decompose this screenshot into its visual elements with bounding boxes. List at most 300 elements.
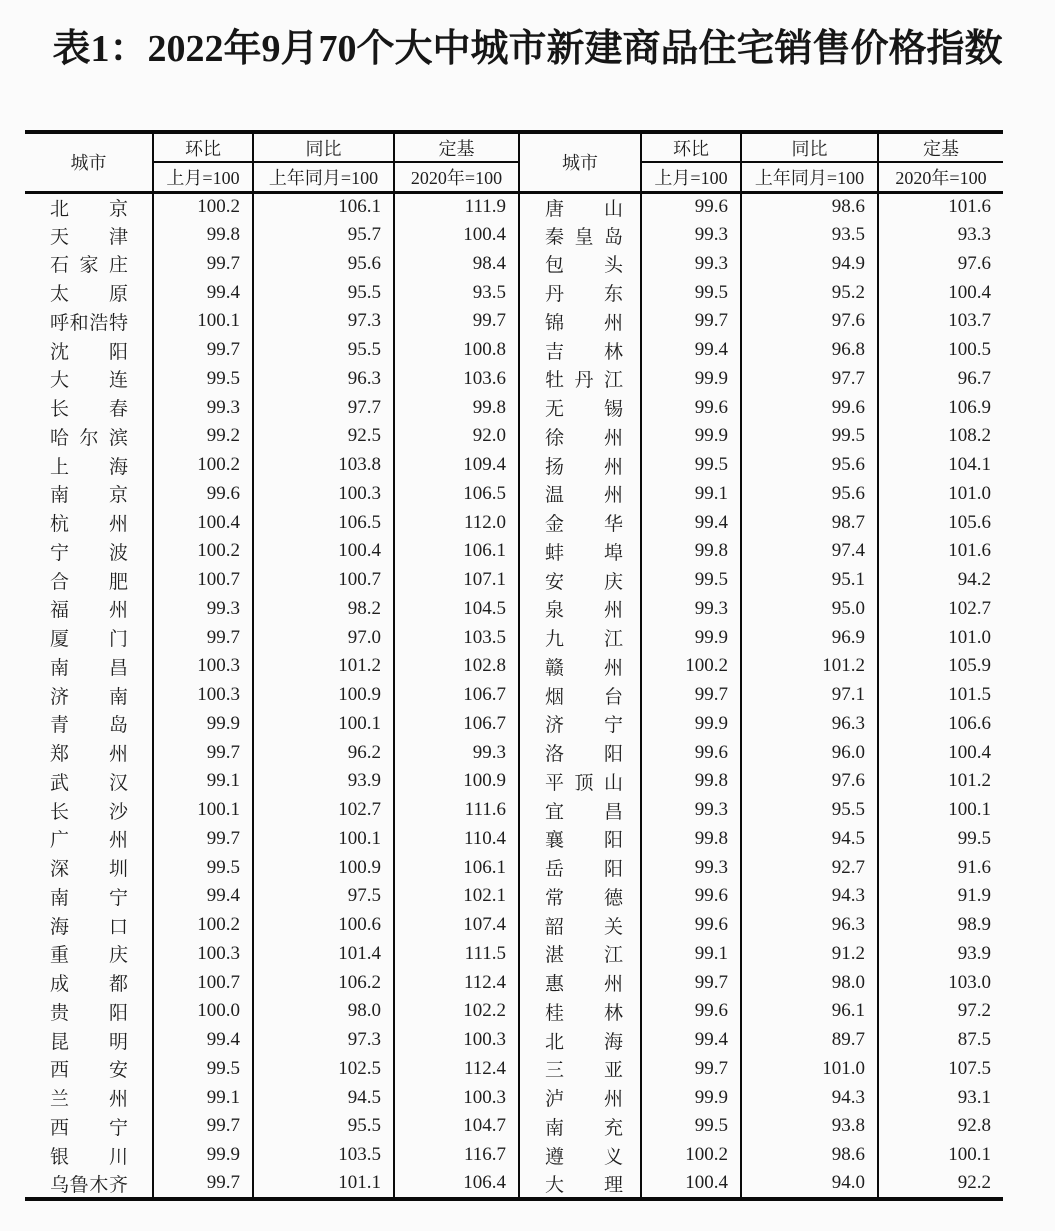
- mom-cell: 99.9: [153, 1141, 253, 1170]
- table-row: [25, 825, 1003, 854]
- mom-cell: 99.5: [641, 566, 741, 595]
- city-name: 安 庆: [545, 571, 623, 593]
- mom-cell: 100.2: [641, 652, 741, 681]
- city-cell: [25, 767, 153, 796]
- city-name: 深 圳: [50, 859, 128, 881]
- yoy-cell: 94.5: [253, 1083, 394, 1112]
- city-name: 成 都: [50, 974, 128, 996]
- city-cell: [25, 365, 153, 394]
- city-cell: [25, 1083, 153, 1112]
- yoy-cell: 89.7: [741, 1026, 878, 1055]
- city-name: 扬 州: [545, 456, 623, 478]
- city-cell: [519, 710, 641, 739]
- base-cell: 111.9: [394, 192, 519, 221]
- table-row: [25, 1112, 1003, 1141]
- city-cell: [25, 940, 153, 969]
- city-name: 九 江: [545, 629, 623, 651]
- mom-cell: 99.3: [641, 853, 741, 882]
- mom-cell: 99.4: [153, 882, 253, 911]
- mom-cell: 99.4: [641, 336, 741, 365]
- base-cell: 93.3: [878, 221, 1003, 250]
- base-cell: 106.9: [878, 393, 1003, 422]
- city-name: 吉 林: [545, 341, 623, 363]
- yoy-cell: 100.9: [253, 681, 394, 710]
- mom-cell: 99.8: [153, 221, 253, 250]
- city-name: 上 海: [50, 456, 128, 478]
- city-name: 蚌 埠: [545, 542, 623, 564]
- base-cell: 101.0: [878, 623, 1003, 652]
- yoy-cell: 96.9: [741, 623, 878, 652]
- city-name: 郑 州: [50, 744, 128, 766]
- yoy-cell: 95.6: [741, 451, 878, 480]
- mom-cell: 100.2: [641, 1141, 741, 1170]
- city-cell: [519, 566, 641, 595]
- city-name: 宁 波: [50, 542, 128, 564]
- base-cell: 99.5: [878, 825, 1003, 854]
- yoy-cell: 100.6: [253, 911, 394, 940]
- base-cell: 100.3: [394, 1083, 519, 1112]
- city-name: 牡 丹 江: [545, 370, 623, 392]
- city-cell: [25, 537, 153, 566]
- mom-cell: 99.7: [641, 1055, 741, 1084]
- table-row: [25, 595, 1003, 624]
- table-row: [25, 1083, 1003, 1112]
- yoy-cell: 97.7: [253, 393, 394, 422]
- city-cell: [25, 422, 153, 451]
- yoy-cell: 98.0: [253, 997, 394, 1026]
- base-cell: 112.0: [394, 508, 519, 537]
- header-base-base-left: 2020年=100: [394, 162, 519, 192]
- city-name: 哈 尔 滨: [50, 427, 128, 449]
- city-name: 海 口: [50, 916, 128, 938]
- base-cell: 101.5: [878, 681, 1003, 710]
- page-title: 表1：2022年9月70个大中城市新建商品住宅销售价格指数: [52, 28, 1003, 70]
- city-cell: [25, 278, 153, 307]
- mom-cell: 100.0: [153, 997, 253, 1026]
- base-cell: 106.5: [394, 480, 519, 509]
- city-name: 泸 州: [545, 1089, 623, 1111]
- yoy-cell: 92.7: [741, 853, 878, 882]
- city-cell: [519, 1055, 641, 1084]
- yoy-cell: 95.6: [253, 250, 394, 279]
- city-name: 襄 阳: [545, 830, 623, 852]
- base-cell: 100.3: [394, 1026, 519, 1055]
- base-cell: 107.5: [878, 1055, 1003, 1084]
- city-name: 大 理: [545, 1174, 623, 1196]
- mom-cell: 99.4: [153, 278, 253, 307]
- table-row: [25, 1026, 1003, 1055]
- mom-cell: 100.2: [153, 911, 253, 940]
- yoy-cell: 98.7: [741, 508, 878, 537]
- mom-cell: 99.9: [153, 710, 253, 739]
- base-cell: 100.1: [878, 1141, 1003, 1170]
- yoy-cell: 97.7: [741, 365, 878, 394]
- table-body: [25, 192, 1003, 1199]
- city-cell: [25, 595, 153, 624]
- table-row: [25, 1141, 1003, 1170]
- city-name: 青 岛: [50, 715, 128, 737]
- base-cell: 103.0: [878, 968, 1003, 997]
- yoy-cell: 95.1: [741, 566, 878, 595]
- yoy-cell: 96.3: [253, 365, 394, 394]
- base-cell: 102.7: [878, 595, 1003, 624]
- mom-cell: 99.7: [153, 623, 253, 652]
- mom-cell: 99.7: [153, 825, 253, 854]
- base-cell: 103.7: [878, 307, 1003, 336]
- city-name: 岳 阳: [545, 859, 623, 881]
- city-name: 呼 和 浩 特: [50, 312, 128, 334]
- yoy-cell: 95.0: [741, 595, 878, 624]
- city-cell: [519, 911, 641, 940]
- city-name: 韶 关: [545, 916, 623, 938]
- base-cell: 99.7: [394, 307, 519, 336]
- base-cell: 109.4: [394, 451, 519, 480]
- header-mom-right: 环比: [641, 132, 741, 162]
- city-cell: [25, 221, 153, 250]
- base-cell: 94.2: [878, 566, 1003, 595]
- header-row-groups: [25, 132, 1003, 162]
- city-cell: [519, 278, 641, 307]
- yoy-cell: 106.1: [253, 192, 394, 221]
- city-cell: [25, 623, 153, 652]
- city-name: 南 宁: [50, 887, 128, 909]
- city-name: 赣 州: [545, 657, 623, 679]
- yoy-cell: 93.5: [741, 221, 878, 250]
- mom-cell: 99.6: [641, 882, 741, 911]
- yoy-cell: 101.2: [253, 652, 394, 681]
- city-cell: [25, 393, 153, 422]
- city-cell: [519, 853, 641, 882]
- base-cell: 106.1: [394, 853, 519, 882]
- yoy-cell: 100.1: [253, 710, 394, 739]
- base-cell: 91.9: [878, 882, 1003, 911]
- city-name: 洛 阳: [545, 744, 623, 766]
- base-cell: 111.6: [394, 796, 519, 825]
- base-cell: 97.6: [878, 250, 1003, 279]
- mom-cell: 99.9: [641, 422, 741, 451]
- city-name: 丹 东: [545, 284, 623, 306]
- city-name: 昆 明: [50, 1031, 128, 1053]
- base-cell: 93.9: [878, 940, 1003, 969]
- city-cell: [25, 1112, 153, 1141]
- base-cell: 100.9: [394, 767, 519, 796]
- yoy-cell: 95.2: [741, 278, 878, 307]
- table-row: [25, 365, 1003, 394]
- yoy-cell: 97.6: [741, 307, 878, 336]
- city-cell: [519, 537, 641, 566]
- city-name: 徐 州: [545, 427, 623, 449]
- mom-cell: 99.3: [153, 393, 253, 422]
- mom-cell: 99.4: [641, 508, 741, 537]
- city-name: 烟 台: [545, 686, 623, 708]
- city-cell: [519, 882, 641, 911]
- base-cell: 104.5: [394, 595, 519, 624]
- city-cell: [25, 508, 153, 537]
- city-name: 温 州: [545, 485, 623, 507]
- mom-cell: 100.2: [153, 192, 253, 221]
- header-mom-base-left: 上月=100: [153, 162, 253, 192]
- city-cell: [519, 652, 641, 681]
- yoy-cell: 103.8: [253, 451, 394, 480]
- city-name: 重 庆: [50, 945, 128, 967]
- table-row: [25, 480, 1003, 509]
- table-row: [25, 336, 1003, 365]
- yoy-cell: 93.9: [253, 767, 394, 796]
- yoy-cell: 97.0: [253, 623, 394, 652]
- yoy-cell: 106.2: [253, 968, 394, 997]
- city-name: 济 南: [50, 686, 128, 708]
- base-cell: 91.6: [878, 853, 1003, 882]
- base-cell: 104.7: [394, 1112, 519, 1141]
- city-cell: [519, 1141, 641, 1170]
- mom-cell: 99.6: [641, 192, 741, 221]
- city-cell: [519, 796, 641, 825]
- table-row: [25, 767, 1003, 796]
- yoy-cell: 92.5: [253, 422, 394, 451]
- yoy-cell: 95.6: [741, 480, 878, 509]
- header-mom-base-right: 上月=100: [641, 162, 741, 192]
- city-name: 唐 山: [545, 198, 623, 220]
- city-name: 无 锡: [545, 399, 623, 421]
- mom-cell: 100.1: [153, 307, 253, 336]
- yoy-cell: 96.2: [253, 738, 394, 767]
- city-name: 包 头: [545, 255, 623, 277]
- base-cell: 97.2: [878, 997, 1003, 1026]
- base-cell: 106.7: [394, 710, 519, 739]
- mom-cell: 99.3: [641, 595, 741, 624]
- base-cell: 112.4: [394, 968, 519, 997]
- city-name: 武 汉: [50, 772, 128, 794]
- city-name: 长 沙: [50, 801, 128, 823]
- mom-cell: 99.2: [153, 422, 253, 451]
- city-name: 乌 鲁 木 齐: [50, 1174, 128, 1196]
- base-cell: 93.1: [878, 1083, 1003, 1112]
- mom-cell: 99.3: [641, 796, 741, 825]
- mom-cell: 99.5: [153, 853, 253, 882]
- city-cell: [25, 652, 153, 681]
- base-cell: 99.8: [394, 393, 519, 422]
- mom-cell: 99.3: [153, 595, 253, 624]
- city-cell: [519, 997, 641, 1026]
- base-cell: 87.5: [878, 1026, 1003, 1055]
- city-name: 济 宁: [545, 715, 623, 737]
- city-cell: [519, 1170, 641, 1199]
- city-name: 广 州: [50, 830, 128, 852]
- city-name: 厦 门: [50, 629, 128, 651]
- header-base-right: 定基: [878, 132, 1003, 162]
- mom-cell: 100.7: [153, 566, 253, 595]
- base-cell: 92.8: [878, 1112, 1003, 1141]
- table-row: [25, 422, 1003, 451]
- yoy-cell: 99.6: [741, 393, 878, 422]
- city-name: 三 亚: [545, 1060, 623, 1082]
- base-cell: 106.6: [878, 710, 1003, 739]
- base-cell: 102.2: [394, 997, 519, 1026]
- mom-cell: 99.7: [153, 336, 253, 365]
- city-cell: [519, 508, 641, 537]
- mom-cell: 99.1: [153, 1083, 253, 1112]
- table-row: [25, 451, 1003, 480]
- city-name: 南 充: [545, 1117, 623, 1139]
- yoy-cell: 102.7: [253, 796, 394, 825]
- base-cell: 106.4: [394, 1170, 519, 1199]
- mom-cell: 99.4: [153, 1026, 253, 1055]
- city-name: 合 肥: [50, 571, 128, 593]
- city-name: 北 京: [50, 198, 128, 220]
- mom-cell: 99.6: [641, 393, 741, 422]
- base-cell: 116.7: [394, 1141, 519, 1170]
- mom-cell: 99.7: [153, 250, 253, 279]
- city-cell: [25, 566, 153, 595]
- city-name: 南 昌: [50, 657, 128, 679]
- yoy-cell: 97.1: [741, 681, 878, 710]
- yoy-cell: 101.4: [253, 940, 394, 969]
- city-name: 兰 州: [50, 1089, 128, 1111]
- table-row: [25, 307, 1003, 336]
- city-name: 沈 阳: [50, 341, 128, 363]
- header-yoy-base-right: 上年同月=100: [741, 162, 878, 192]
- yoy-cell: 95.5: [253, 1112, 394, 1141]
- city-name: 西 宁: [50, 1117, 128, 1139]
- city-name: 福 州: [50, 600, 128, 622]
- header-mom-left: 环比: [153, 132, 253, 162]
- mom-cell: 99.9: [641, 710, 741, 739]
- yoy-cell: 103.5: [253, 1141, 394, 1170]
- city-name: 锦 州: [545, 312, 623, 334]
- city-name: 天 津: [50, 226, 128, 248]
- city-cell: [25, 1026, 153, 1055]
- city-name: 大 连: [50, 370, 128, 392]
- city-name: 遵 义: [545, 1146, 623, 1168]
- yoy-cell: 98.0: [741, 968, 878, 997]
- base-cell: 96.7: [878, 365, 1003, 394]
- yoy-cell: 95.5: [253, 336, 394, 365]
- city-cell: [25, 250, 153, 279]
- base-cell: 101.6: [878, 192, 1003, 221]
- city-name: 杭 州: [50, 514, 128, 536]
- city-cell: [25, 1055, 153, 1084]
- city-cell: [519, 451, 641, 480]
- header-base-base-right: 2020年=100: [878, 162, 1003, 192]
- mom-cell: 99.7: [153, 1170, 253, 1199]
- yoy-cell: 94.9: [741, 250, 878, 279]
- city-cell: [519, 221, 641, 250]
- base-cell: 93.5: [394, 278, 519, 307]
- table-row: [25, 537, 1003, 566]
- city-cell: [25, 853, 153, 882]
- city-cell: [25, 825, 153, 854]
- city-cell: [25, 192, 153, 221]
- city-name: 常 德: [545, 887, 623, 909]
- city-cell: [519, 1026, 641, 1055]
- city-cell: [519, 422, 641, 451]
- city-cell: [519, 968, 641, 997]
- city-cell: [25, 681, 153, 710]
- header-city-left: 城市: [25, 132, 153, 192]
- base-cell: 106.1: [394, 537, 519, 566]
- table-row: [25, 278, 1003, 307]
- table-row: [25, 882, 1003, 911]
- base-cell: 101.2: [878, 767, 1003, 796]
- mom-cell: 99.5: [641, 278, 741, 307]
- table-row: [25, 623, 1003, 652]
- mom-cell: 99.1: [641, 940, 741, 969]
- mom-cell: 99.4: [641, 1026, 741, 1055]
- mom-cell: 99.6: [641, 738, 741, 767]
- table-row: [25, 940, 1003, 969]
- base-cell: 103.6: [394, 365, 519, 394]
- header-yoy-base-left: 上年同月=100: [253, 162, 394, 192]
- mom-cell: 99.8: [641, 537, 741, 566]
- table-row: [25, 681, 1003, 710]
- mom-cell: 99.5: [153, 1055, 253, 1084]
- city-name: 长 春: [50, 399, 128, 421]
- base-cell: 100.5: [878, 336, 1003, 365]
- yoy-cell: 95.7: [253, 221, 394, 250]
- mom-cell: 100.7: [153, 968, 253, 997]
- mom-cell: 99.5: [641, 451, 741, 480]
- city-cell: [25, 997, 153, 1026]
- base-cell: 103.5: [394, 623, 519, 652]
- base-cell: 100.4: [394, 221, 519, 250]
- mom-cell: 100.1: [153, 796, 253, 825]
- yoy-cell: 94.0: [741, 1170, 878, 1199]
- base-cell: 98.9: [878, 911, 1003, 940]
- city-cell: [25, 1141, 153, 1170]
- yoy-cell: 91.2: [741, 940, 878, 969]
- table-row: [25, 250, 1003, 279]
- yoy-cell: 98.6: [741, 192, 878, 221]
- base-cell: 102.1: [394, 882, 519, 911]
- base-cell: 92.0: [394, 422, 519, 451]
- city-cell: [519, 365, 641, 394]
- city-name: 南 京: [50, 485, 128, 507]
- city-cell: [25, 911, 153, 940]
- yoy-cell: 97.6: [741, 767, 878, 796]
- mom-cell: 99.9: [641, 365, 741, 394]
- yoy-cell: 101.1: [253, 1170, 394, 1199]
- mom-cell: 100.4: [641, 1170, 741, 1199]
- yoy-cell: 95.5: [253, 278, 394, 307]
- mom-cell: 99.9: [641, 1083, 741, 1112]
- mom-cell: 100.3: [153, 940, 253, 969]
- city-cell: [25, 882, 153, 911]
- base-cell: 102.8: [394, 652, 519, 681]
- table-row: [25, 853, 1003, 882]
- yoy-cell: 94.3: [741, 1083, 878, 1112]
- base-cell: 99.3: [394, 738, 519, 767]
- base-cell: 104.1: [878, 451, 1003, 480]
- city-cell: [519, 250, 641, 279]
- city-name: 惠 州: [545, 974, 623, 996]
- yoy-cell: 96.8: [741, 336, 878, 365]
- yoy-cell: 97.4: [741, 537, 878, 566]
- city-cell: [25, 1170, 153, 1199]
- city-name: 西 安: [50, 1060, 128, 1082]
- yoy-cell: 98.6: [741, 1141, 878, 1170]
- city-name: 平 顶 山: [545, 772, 623, 794]
- base-cell: 112.4: [394, 1055, 519, 1084]
- base-cell: 111.5: [394, 940, 519, 969]
- city-cell: [519, 825, 641, 854]
- mom-cell: 100.2: [153, 537, 253, 566]
- mom-cell: 99.6: [641, 911, 741, 940]
- base-cell: 106.7: [394, 681, 519, 710]
- city-name: 桂 林: [545, 1002, 623, 1024]
- header-yoy-left: 同比: [253, 132, 394, 162]
- base-cell: 105.6: [878, 508, 1003, 537]
- table-row: [25, 652, 1003, 681]
